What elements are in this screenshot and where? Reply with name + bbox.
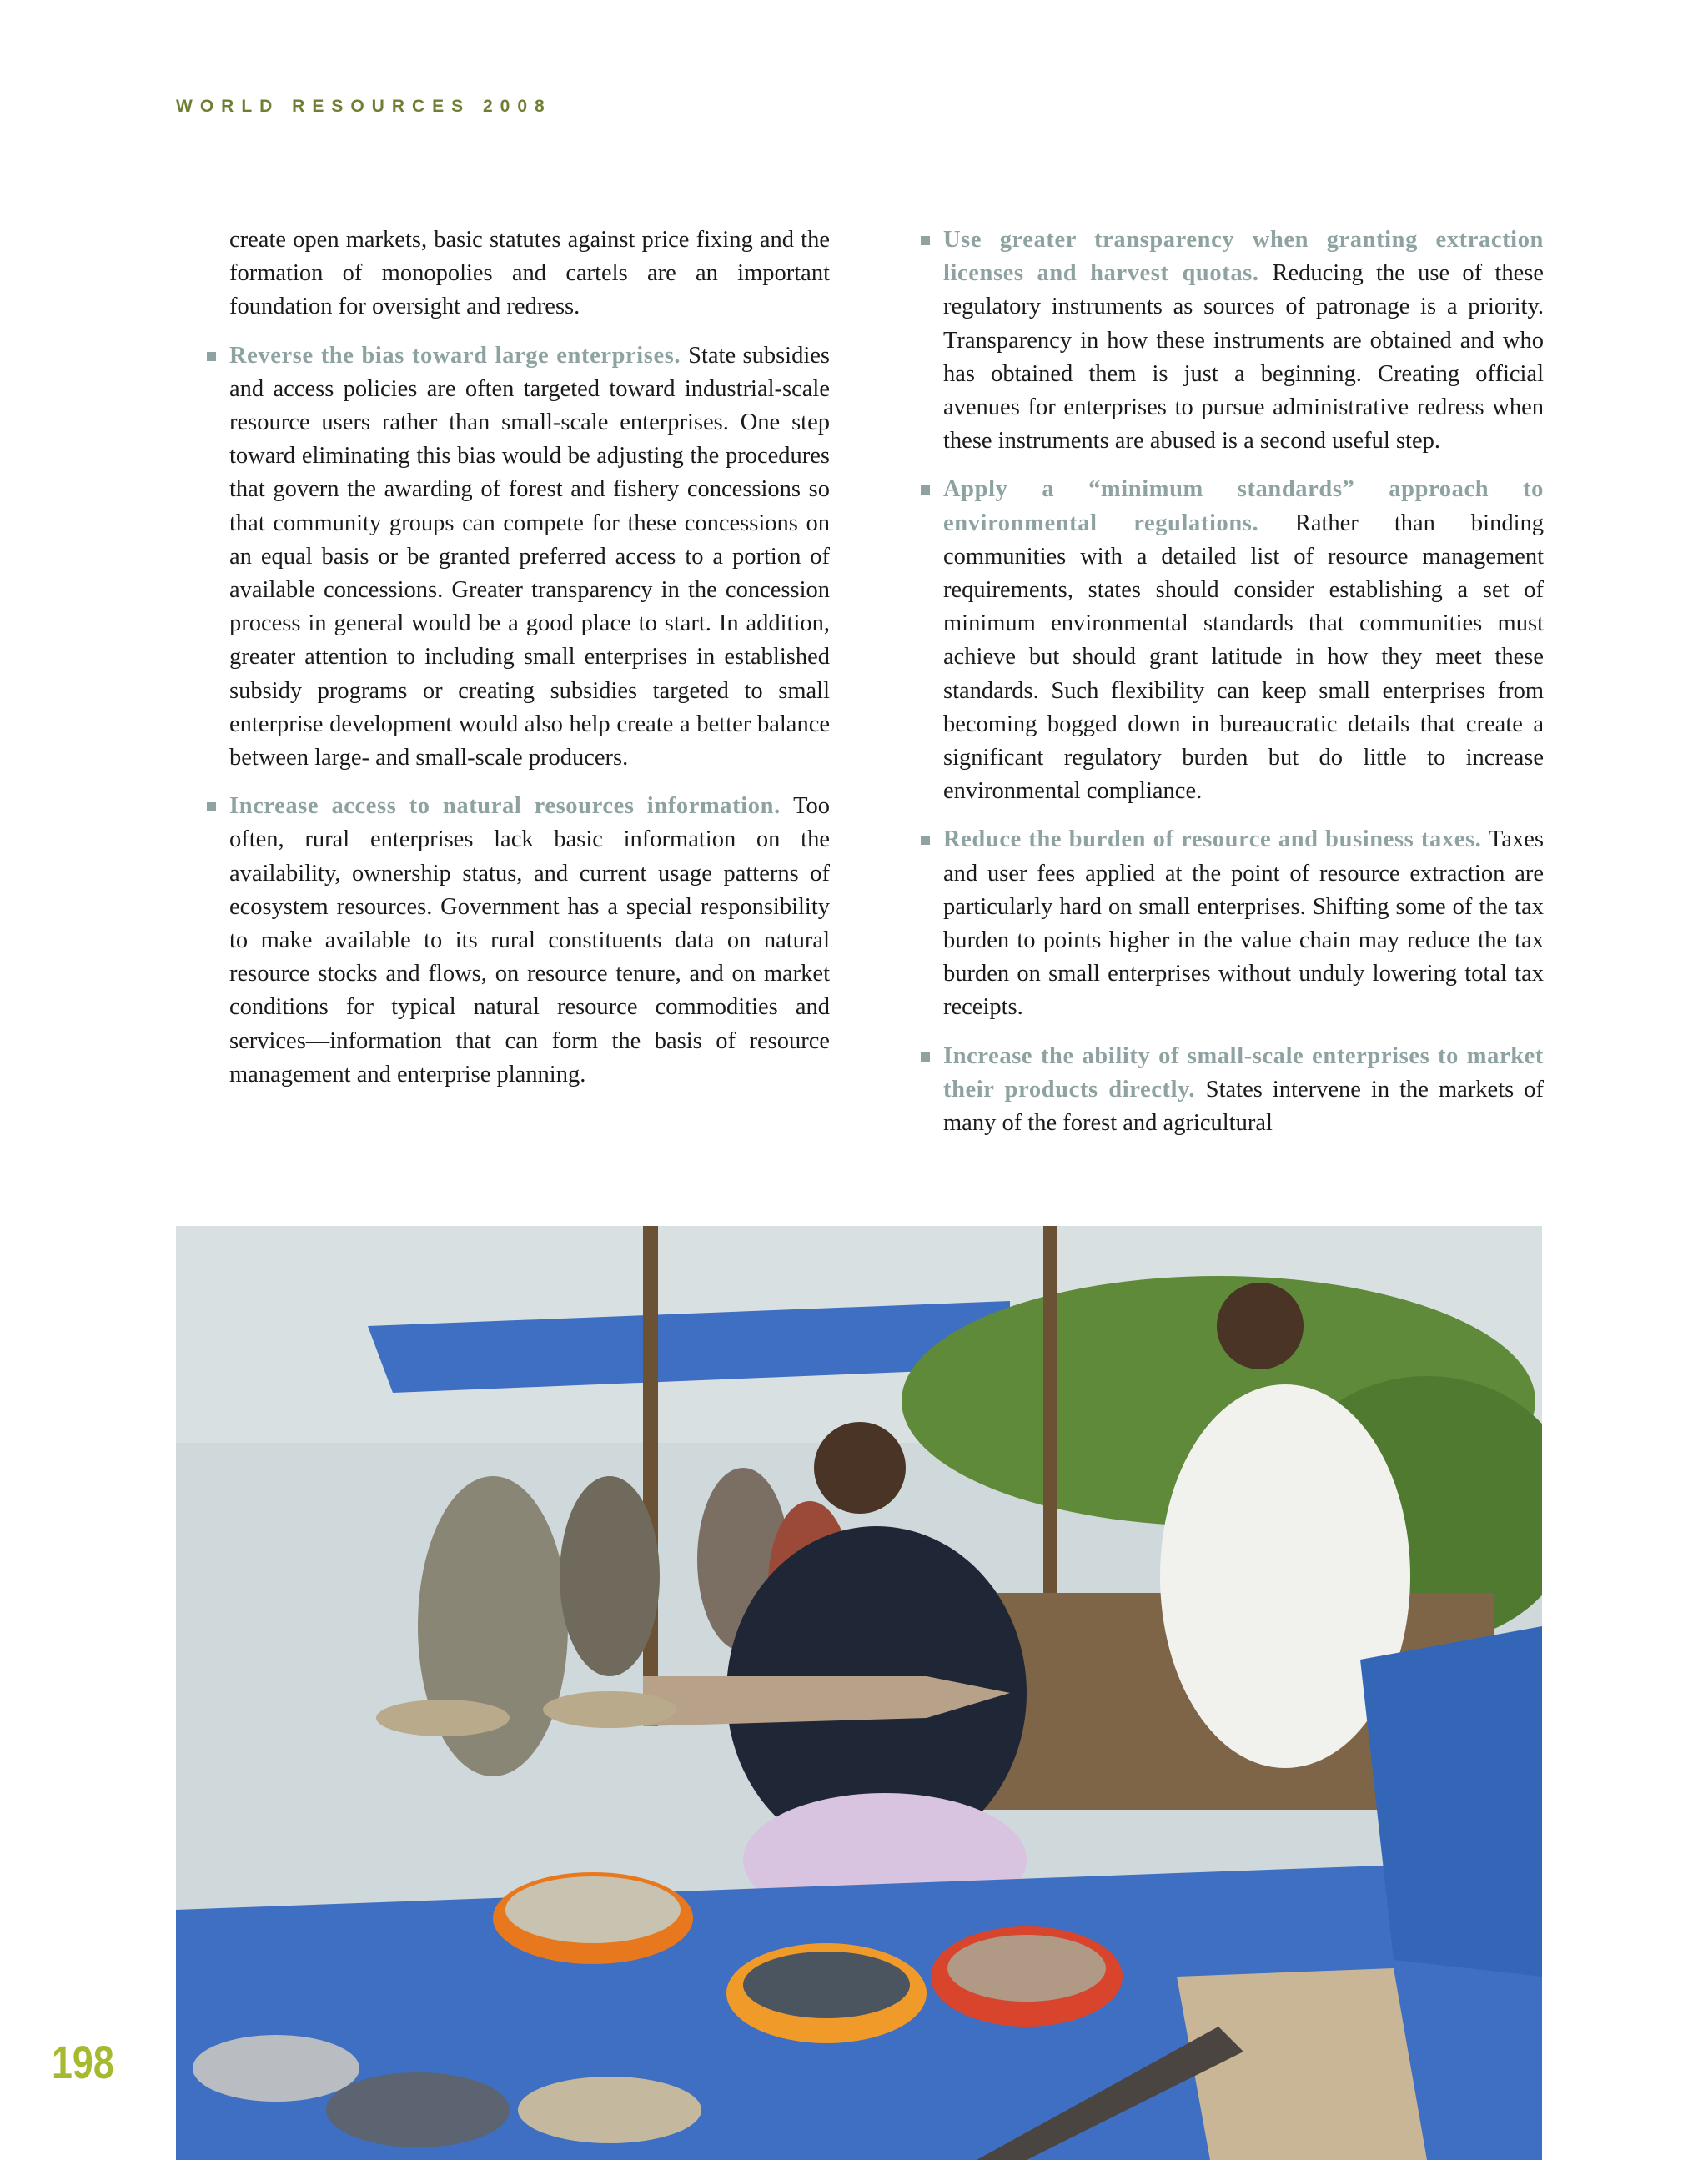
bullet-body: States intervene in the markets of many of the forest and agricultural — [943, 1076, 1544, 1137]
bullet-lead: Apply a “minimum standards” approach to environmental regulations. — [943, 476, 1544, 536]
bullet-body: Too often, rural enterprises lack basic information on the availability, ownership status, and current usage patterns of ecosystem resources. Government has a special responsibility to make available to its rural constituents data on natural resource stocks and flows, on resource tenure, and on market conditions for typical natural resource commodities and services—information that can form the basis of resource management and enterprise planning. — [229, 793, 830, 1088]
wooden-pole — [643, 1226, 658, 1726]
bullet-square-icon — [207, 802, 216, 811]
bullet-body: State subsidies and access policies are often targeted toward industrial-scale resource users rather than small-scale enterprises. One step toward eliminating this bias would be adjusting the procedures that govern the awarding of forest and fishery concessions so that community groups can compete for these concessions on an equal basis or be granted preferred access to a portion of available concessions. Greater transparency in the concession process in general would be a good place to start. In addition, greater attention to including small enterprises in established subsidy programs or creating subsidies targeted to small enterprise development would also help create a better balance between large- and small-scale producers. — [229, 342, 830, 771]
page-number: 198 — [52, 2036, 114, 2088]
fish-plate — [193, 2035, 359, 2102]
bullet-transparency — [943, 224, 1544, 458]
right-column — [943, 224, 1544, 1155]
bullet-lead: Increase access to natural resources information. — [229, 793, 794, 820]
bullet-lead: Reverse the bias toward large enterprises. — [229, 342, 689, 369]
fish-plate — [518, 2077, 701, 2143]
bullet-square-icon — [921, 836, 930, 845]
bullet-lead: Reduce the burden of resource and business taxes. — [943, 826, 1489, 853]
bullet-body: Reducing the use of these regulatory instruments as sources of patronage is a priority. Transparency in how these instruments are obtained and who has obtained them is just a beginning. Creating official avenues for enterprises to pursue administrative redress when these instruments are abused is a second useful step. — [943, 260, 1544, 455]
fish-market-illustration — [176, 1226, 1542, 2160]
bullet-direct-marketing — [943, 1040, 1544, 1141]
bullet-minimum-standards — [943, 473, 1544, 808]
bullet-information-access — [229, 790, 830, 1092]
bullet-square-icon — [921, 1052, 930, 1062]
intro-paragraph: create open markets, basic statutes against price fixing and the formation of monopolies and cartels are an important foundation for oversight and redress. — [229, 227, 830, 320]
running-head: WORLD RESOURCES 2008 — [176, 97, 552, 116]
bullet-square-icon — [207, 352, 216, 361]
bullet-body: Rather than binding communities with a detailed list of resource management requirements, states should consider establishing a set of minimum environmental standards that communities must achieve but should grant latitude in how they meet these standards. Such flexibility can keep small enterprises from becoming bogged down in bureaucratic details that create a significant regulatory burden but do little to increase environmental compliance. — [943, 510, 1544, 805]
bullet-body: Taxes and user fees applied at the point of resource extraction are particularly hard on small enterprises. Shifting some of the tax burden to points higher in the value chain may reduce the tax burden on small enterprises without unduly lowering total tax receipts. — [943, 826, 1544, 1021]
bullet-square-icon — [921, 485, 930, 495]
weighing-scale — [376, 1700, 510, 1736]
bullet-square-icon — [921, 236, 930, 245]
bullet-lead: Use greater transparency when granting extraction licenses and harvest quotas. — [943, 227, 1544, 287]
fish-plate — [326, 2072, 510, 2147]
bullet-reverse-bias — [229, 339, 830, 776]
bullet-tax-burden — [943, 823, 1544, 1024]
left-column — [229, 224, 830, 1107]
fish-market-photo — [176, 1226, 1542, 2160]
bullet-lead: Increase the ability of small-scale enterprises to market their products directly. — [943, 1042, 1544, 1103]
